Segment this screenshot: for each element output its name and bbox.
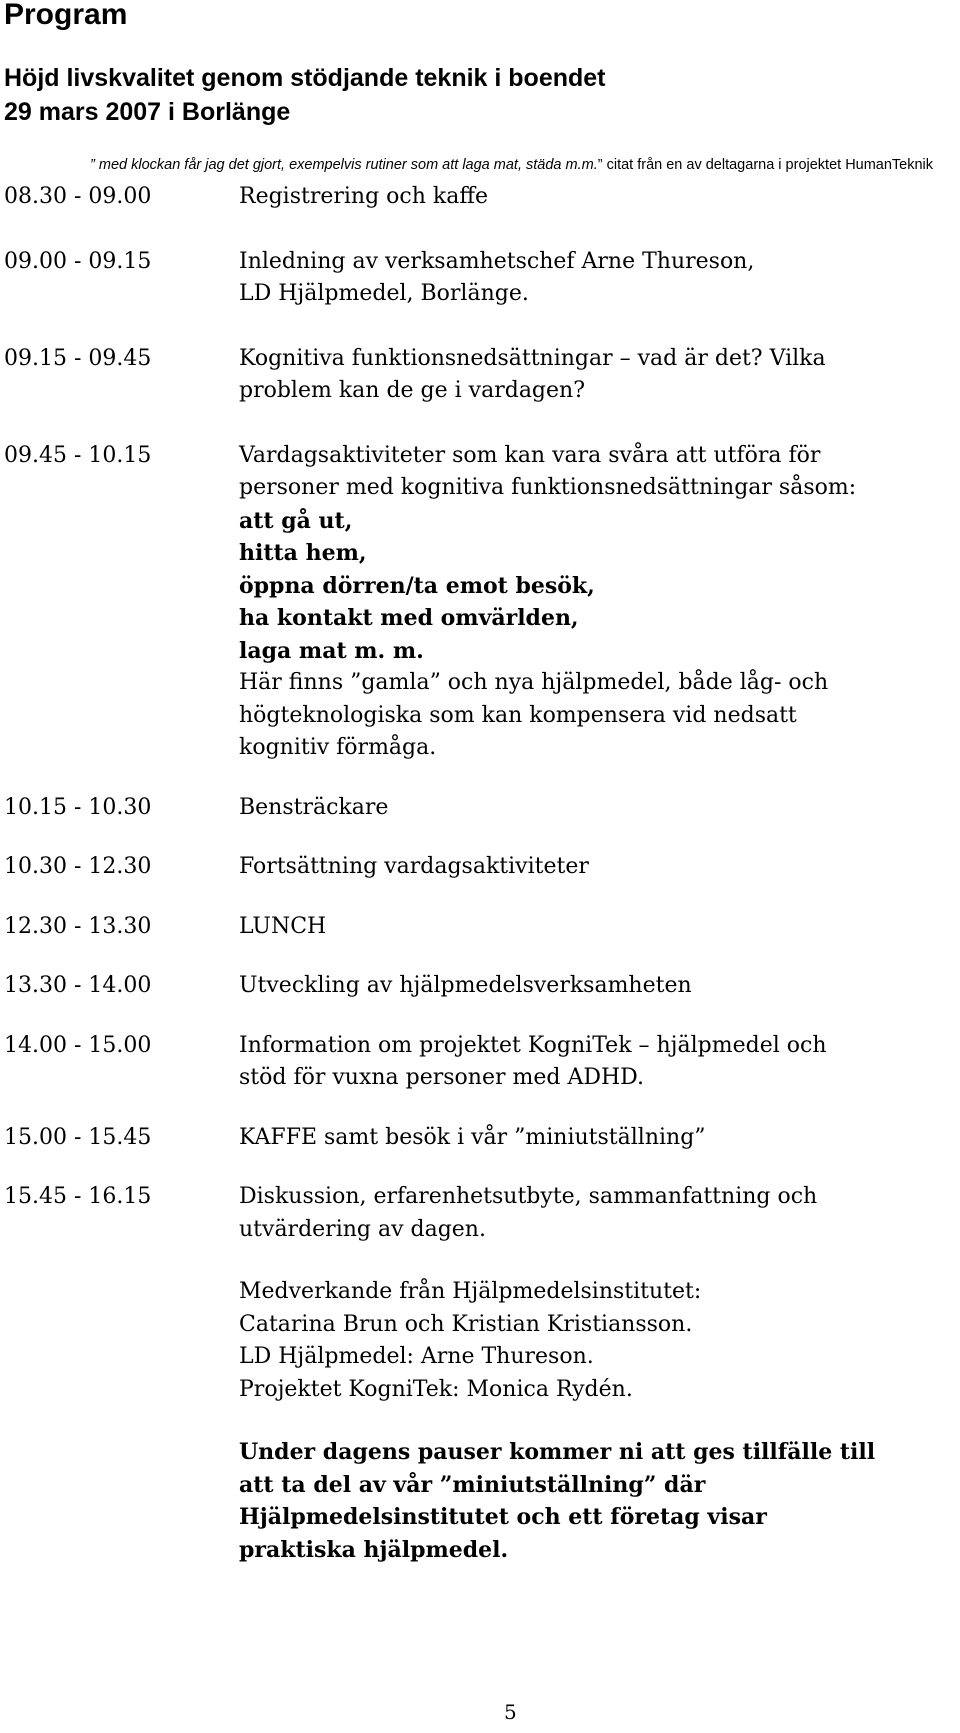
schedule-text: Här finns ”gamla” och nya hjälpmedel, både låg- och [239,670,829,695]
schedule-time: 15.00 - 15.45 [4,1124,152,1150]
schedule-description [239,440,960,765]
event-subtitle: Höjd livskvalitet genom stödjande teknik i boendet [4,64,606,92]
schedule-text: LUNCH [239,913,327,939]
schedule-text: KAFFE samt besök i vår ”miniutställning” [239,1124,706,1150]
schedule-description [239,851,960,884]
schedule-text: problem kan de ge i vardagen? [239,378,585,403]
schedule-text: Fortsättning vardagsaktiviteter [239,854,589,879]
activity-item: ha kontakt med omvärlden, [239,605,579,631]
schedule-time: 08.30 - 09.00 [4,184,152,209]
schedule-time: 13.30 - 14.00 [4,973,152,998]
schedule-time: 12.30 - 13.30 [4,913,152,939]
schedule-text: Bensträckare [239,794,389,820]
page-title: Program [4,0,128,31]
quote-text: med klockan får jag det gjort, exempelvis rutiner som att laga mat, städa m.m. [94,157,598,173]
schedule-time: 09.45 - 10.15 [4,442,152,468]
event-date-location: 29 mars 2007 i Borlänge [4,98,291,126]
page-number: 5 [504,1700,517,1724]
activity-item: att gå ut, [239,507,353,534]
schedule-text: Information om projektet KogniTek – hjälpmedel och [239,1032,827,1058]
quote-open-mark: ” [90,157,95,173]
activity-item: laga mat m. m. [239,637,424,664]
schedule-item [4,440,960,765]
participants-list [239,1276,960,1406]
notice-line: Hjälpmedelsinstitutet och ett företag visar [239,1504,767,1530]
schedule-time: 10.15 - 10.30 [4,794,152,820]
schedule-item [4,181,960,214]
schedule-description [239,343,960,408]
participant-line: Catarina Brun och Kristian Kristiansson. [239,1311,693,1337]
schedule-item [4,1181,960,1246]
participant-line: LD Hjälpmedel: Arne Thureson. [239,1344,594,1369]
participant-quote [90,156,933,174]
schedule-item [4,911,960,944]
schedule-item [4,1030,960,1095]
schedule-text: Diskussion, erfarenhetsutbyte, sammanfattning och [239,1184,818,1209]
schedule-time: 09.15 - 09.45 [4,345,152,371]
schedule-item [4,1122,960,1155]
schedule-text: LD Hjälpmedel, Borlänge. [239,281,529,306]
schedule-item [4,246,960,311]
notice-line: Under dagens pauser kommer ni att ges tillfälle till [239,1439,876,1465]
schedule-description [239,246,960,311]
schedule-time: 09.00 - 09.15 [4,248,152,274]
schedule-time: 14.00 - 15.00 [4,1032,152,1058]
schedule-text: Registrering och kaffe [239,184,488,209]
schedule-description [239,792,960,825]
quote-attribution: citat från en av deltagarna i projektet HumanTeknik [602,157,934,173]
schedule-text: personer med kognitiva funktionsnedsättningar såsom: [239,475,857,500]
quote-close-mark: ” [597,157,603,173]
schedule-text: Utveckling av hjälpmedelsverksamheten [239,973,692,998]
schedule-description [239,970,960,1003]
activity-item: öppna dörren/ta emot besök, [239,572,595,599]
schedule-description [239,1030,960,1095]
participants-block [4,1276,960,1406]
notice-block [4,1436,960,1566]
program-schedule [4,181,960,1566]
schedule-description [239,911,960,944]
schedule-item [4,343,960,408]
schedule-text: Kognitiva funktionsnedsättningar – vad är det? Vilka [239,345,826,371]
schedule-item [4,792,960,825]
participant-line: Medverkande från Hjälpmedelsinstitutet: [239,1279,702,1304]
schedule-item [4,851,960,884]
schedule-text: Vardagsaktiviteter som kan vara svåra att utföra för [239,442,821,468]
schedule-description [239,1122,960,1155]
schedule-item [4,970,960,1003]
schedule-text: stöd för vuxna personer med ADHD. [239,1065,645,1090]
schedule-description [239,1181,960,1246]
notice-line: praktiska hjälpmedel. [239,1536,509,1563]
schedule-text: Inledning av verksamhetschef Arne Thureson, [239,248,755,274]
schedule-time: 15.45 - 16.15 [4,1184,152,1209]
activity-item: hitta hem, [239,540,367,566]
schedule-time: 10.30 - 12.30 [4,854,152,879]
schedule-description [239,181,960,214]
notice-line: att ta del av vår ”miniutställning” där [239,1471,706,1498]
schedule-text: utvärdering av dagen. [239,1216,486,1242]
schedule-text: högteknologiska som kan kompensera vid nedsatt [239,702,797,728]
exhibition-notice [239,1436,960,1566]
schedule-text: kognitiv förmåga. [239,735,437,760]
participant-line: Projektet KogniTek: Monica Rydén. [239,1376,633,1402]
